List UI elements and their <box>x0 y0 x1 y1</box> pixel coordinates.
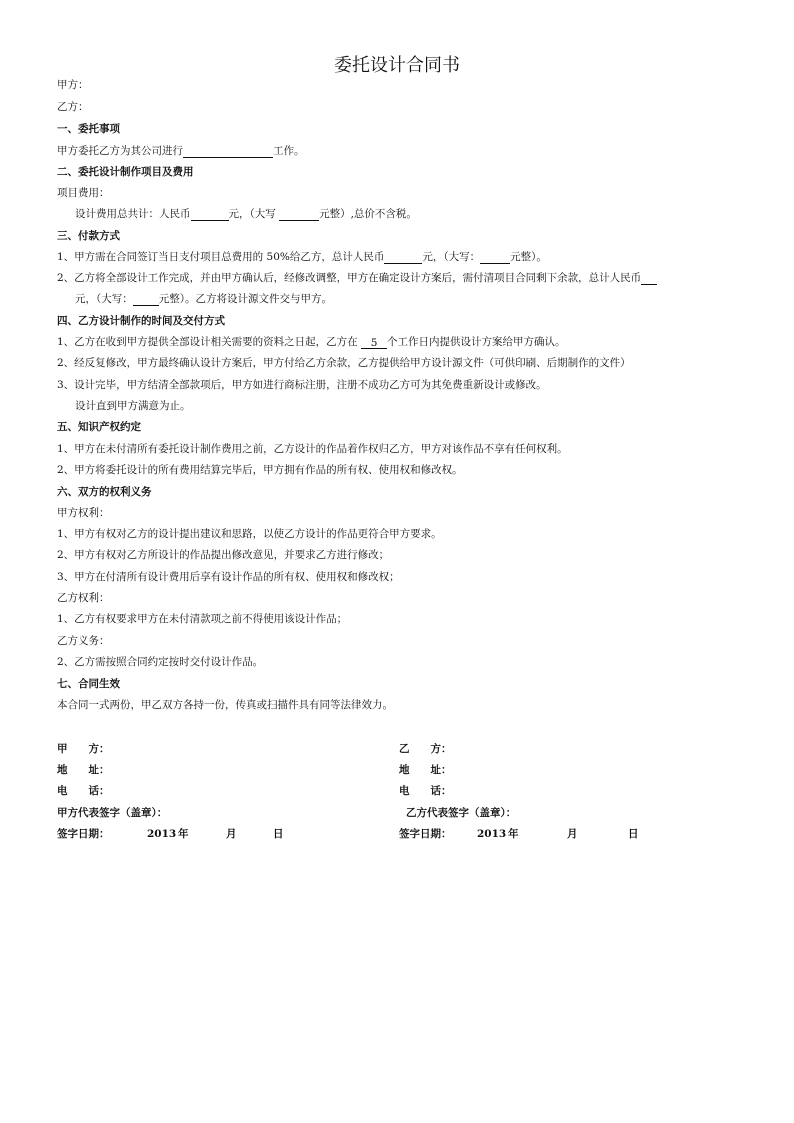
sign-left-year-unit: 年 <box>178 828 189 840</box>
party-b-line: 乙方： <box>57 101 89 113</box>
section-3-heading: 三、付款方式 <box>57 230 120 242</box>
section-1-line: 甲方委托乙方为其公司进行 工作。 <box>57 145 305 157</box>
sign-right-phone: 电 话： <box>399 785 452 797</box>
effect-text: 本合同一式两份，甲乙双方各持一份，传真或扫描件具有同等法律效力。 <box>57 699 393 711</box>
sign-left-party: 甲 方： <box>57 743 110 755</box>
payment-1-amount-blank[interactable] <box>384 251 422 264</box>
section-7-heading: 七、合同生效 <box>57 678 120 690</box>
section-6-heading: 六、双方的权利义务 <box>57 486 152 498</box>
payment-1-uppercase-blank[interactable] <box>480 251 510 264</box>
sign-left-rep: 甲方代表签字（盖章）： <box>57 807 168 819</box>
party-b-duties-label: 乙方义务： <box>57 635 110 647</box>
sign-right-month-unit: 月 <box>567 828 578 840</box>
sign-right-year: 2013 <box>477 828 507 840</box>
sign-left-year: 2013 <box>147 828 177 840</box>
fee-amount-blank[interactable] <box>191 208 229 221</box>
work-blank[interactable] <box>183 145 273 158</box>
section-5-heading: 五、知识产权约定 <box>57 421 141 433</box>
section-1-heading: 一、委托事项 <box>57 123 120 135</box>
sign-left-phone: 电 话： <box>57 785 110 797</box>
payment-item-2: 2、乙方将全部设计工作完成，并由甲方确认后，经修改调整，甲方在确定设计方案后，需付清项目合同剩下余款，总计人民币 <box>57 271 657 285</box>
delivery-item-3: 3、设计完毕，甲方结清全部款项后，甲方如进行商标注册，注册不成功乙方可为其免费重新设计或修改。 <box>57 379 547 391</box>
party-b-duty-2: 2、乙方需按照合同约定按时交付设计作品。 <box>57 656 264 668</box>
sign-left-month-unit: 月 <box>226 828 237 840</box>
party-b-right-1: 1、乙方有权要求甲方在未付清款项之前不得使用该设计作品； <box>57 613 348 625</box>
party-b-rights-label: 乙方权利： <box>57 592 110 604</box>
payment-item-1: 1、甲方需在合同签订当日支付项目总费用的 50%给乙方，总计人民币 元，（大写： 元整）。 <box>57 251 547 263</box>
party-a-right-3: 3、甲方在付清所有设计费用后享有设计作品的所有权、使用权和修改权； <box>57 571 400 583</box>
fee-label: 项目费用： <box>57 187 110 199</box>
sign-left-date-label: 签字日期： <box>57 828 110 840</box>
section-2-heading: 二、委托设计制作项目及费用 <box>57 166 194 178</box>
party-a-right-1: 1、甲方有权对乙方的设计提出建议和思路，以使乙方设计的作品更符合甲方要求。 <box>57 528 442 540</box>
payment-item-2-cont: 元，（大写： 元整）。乙方将设计源文件交与甲方。 <box>75 293 332 305</box>
payment-2-uppercase-blank[interactable] <box>133 293 159 306</box>
delivery-item-3-cont: 设计直到甲方满意为止。 <box>75 400 191 412</box>
document-title: 委托设计合同书 <box>334 55 460 76</box>
ip-item-1: 1、甲方在未付清所有委托设计制作费用之前，乙方设计的作品着作权归乙方，甲方对该作品不享有任何权利。 <box>57 443 568 455</box>
party-a-line: 甲方： <box>57 79 89 91</box>
delivery-item-2: 2、经反复修改，甲方最终确认设计方案后，甲方付给乙方余款，乙方提供给甲方设计源文件（可供印刷、后期制作的文件） <box>57 357 631 369</box>
section-4-heading: 四、乙方设计制作的时间及交付方式 <box>57 315 225 327</box>
fee-total-line: 设计费用总共计：人民币 元，（大写 元整）,总价不含税。 <box>75 208 417 220</box>
sign-right-date-label: 签字日期： <box>399 828 452 840</box>
payment-2-amount-blank[interactable] <box>641 272 657 285</box>
party-a-rights-label: 甲方权利： <box>57 507 110 519</box>
ip-item-2: 2、甲方将委托设计的所有费用结算完毕后，甲方拥有作品的所有权、使用权和修改权。 <box>57 464 463 476</box>
sign-right-day-unit: 日 <box>628 828 639 840</box>
workdays-value[interactable]: 5 <box>361 336 387 349</box>
sign-right-party: 乙 方： <box>399 743 452 755</box>
sign-right-year-unit: 年 <box>508 828 519 840</box>
sign-left-day-unit: 日 <box>273 828 284 840</box>
sign-right-address: 地 址： <box>399 764 452 776</box>
fee-uppercase-blank[interactable] <box>279 208 319 221</box>
delivery-item-1: 1、乙方在收到甲方提供全部设计相关需要的资料之日起，乙方在 5 个工作日内提供设计方案给甲方确认。 <box>57 336 566 349</box>
sign-right-rep: 乙方代表签字（盖章）： <box>406 807 517 819</box>
party-a-right-2: 2、甲方有权对乙方所设计的作品提出修改意见，并要求乙方进行修改； <box>57 549 390 561</box>
sign-left-address: 地 址： <box>57 764 110 776</box>
